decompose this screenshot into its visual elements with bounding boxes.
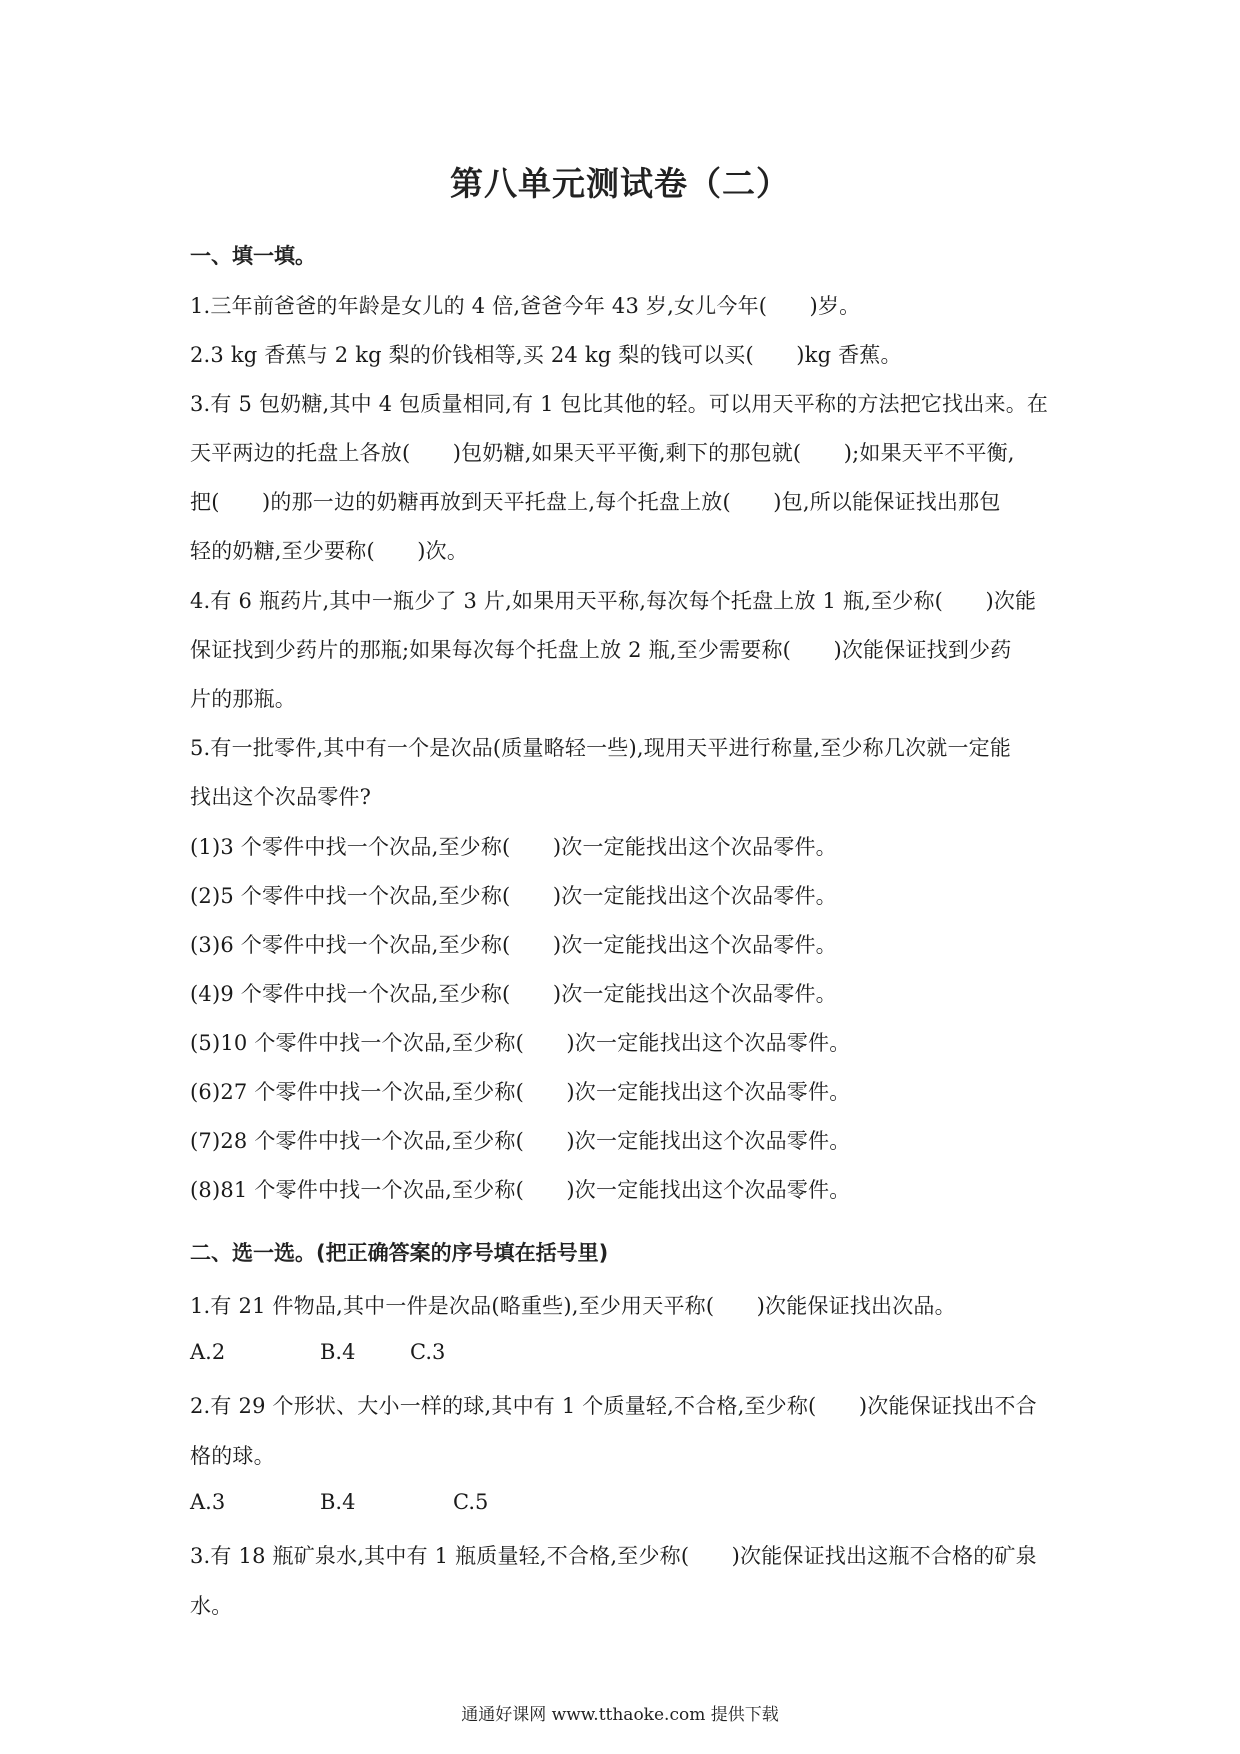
question-2-1-option-a: A.2 (190, 1340, 226, 1364)
question-1-5-sub-7: (7)28 个零件中找一个次品,至少称( )次一定能找出这个次品零件。 (190, 1129, 851, 1153)
question-1-4-line-2: 保证找到少药片的那瓶;如果每次每个托盘上放 2 瓶,至少需要称( )次能保证找到少药 (190, 638, 1012, 662)
page-title: 第八单元测试卷（二） (450, 164, 790, 203)
question-1-3-line-3: 把( )的那一边的奶糖再放到天平托盘上,每个托盘上放( )包,所以能保证找出那包 (190, 490, 1001, 514)
question-1-2: 2.3 kg 香蕉与 2 kg 梨的价钱相等,买 24 kg 梨的钱可以买( )kg 香蕉。 (190, 343, 902, 367)
question-2-1-option-c: C.3 (410, 1340, 446, 1364)
question-2-3-line-2: 水。 (190, 1594, 233, 1618)
question-1-5-sub-2: (2)5 个零件中找一个次品,至少称( )次一定能找出这个次品零件。 (190, 884, 837, 908)
section-2-heading: 二、选一选。(把正确答案的序号填在括号里) (190, 1241, 609, 1265)
question-2-3-line-1: 3.有 18 瓶矿泉水,其中有 1 瓶质量轻,不合格,至少称( )次能保证找出这瓶不合格的矿泉 (190, 1544, 1037, 1568)
question-1-5-line-2: 找出这个次品零件? (190, 785, 372, 809)
footer-download-note: 通通好课网 www.tthaoke.com 提供下载 (461, 1705, 779, 1725)
question-1-5-sub-4: (4)9 个零件中找一个次品,至少称( )次一定能找出这个次品零件。 (190, 982, 837, 1006)
question-1-5-sub-1: (1)3 个零件中找一个次品,至少称( )次一定能找出这个次品零件。 (190, 835, 837, 859)
question-1-3-line-2: 天平两边的托盘上各放( )包奶糖,如果天平平衡,剩下的那包就( );如果天平不平衡, (190, 441, 1015, 465)
question-1-4-line-1: 4.有 6 瓶药片,其中一瓶少了 3 片,如果用天平称,每次每个托盘上放 1 瓶,至少称( )次能 (190, 589, 1037, 613)
question-1-1: 1.三年前爸爸的年龄是女儿的 4 倍,爸爸今年 43 岁,女儿今年( )岁。 (190, 294, 861, 318)
question-2-1-option-b: B.4 (320, 1340, 356, 1364)
section-1-heading: 一、填一填。 (190, 244, 316, 268)
question-1-5-sub-8: (8)81 个零件中找一个次品,至少称( )次一定能找出这个次品零件。 (190, 1178, 851, 1202)
question-1-3-line-1: 3.有 5 包奶糖,其中 4 包质量相同,有 1 包比其他的轻。可以用天平称的方法把它找出来。在 (190, 392, 1049, 416)
question-1-5-sub-5: (5)10 个零件中找一个次品,至少称( )次一定能找出这个次品零件。 (190, 1031, 851, 1055)
question-2-2-option-b: B.4 (320, 1490, 356, 1514)
question-1-5-line-1: 5.有一批零件,其中有一个是次品(质量略轻一些),现用天平进行称量,至少称几次就一定能 (190, 736, 1012, 760)
question-2-1: 1.有 21 件物品,其中一件是次品(略重些),至少用天平称( )次能保证找出次品。 (190, 1294, 956, 1318)
question-2-2-option-a: A.3 (190, 1490, 226, 1514)
question-1-3-line-4: 轻的奶糖,至少要称( )次。 (190, 539, 469, 563)
question-2-2-line-1: 2.有 29 个形状、大小一样的球,其中有 1 个质量轻,不合格,至少称( )次能保证找出不合 (190, 1394, 1037, 1418)
question-1-5-sub-3: (3)6 个零件中找一个次品,至少称( )次一定能找出这个次品零件。 (190, 933, 837, 957)
question-2-2-option-c: C.5 (453, 1490, 489, 1514)
question-1-4-line-3: 片的那瓶。 (190, 687, 296, 711)
question-1-5-sub-6: (6)27 个零件中找一个次品,至少称( )次一定能找出这个次品零件。 (190, 1080, 851, 1104)
question-2-2-line-2: 格的球。 (190, 1444, 275, 1468)
